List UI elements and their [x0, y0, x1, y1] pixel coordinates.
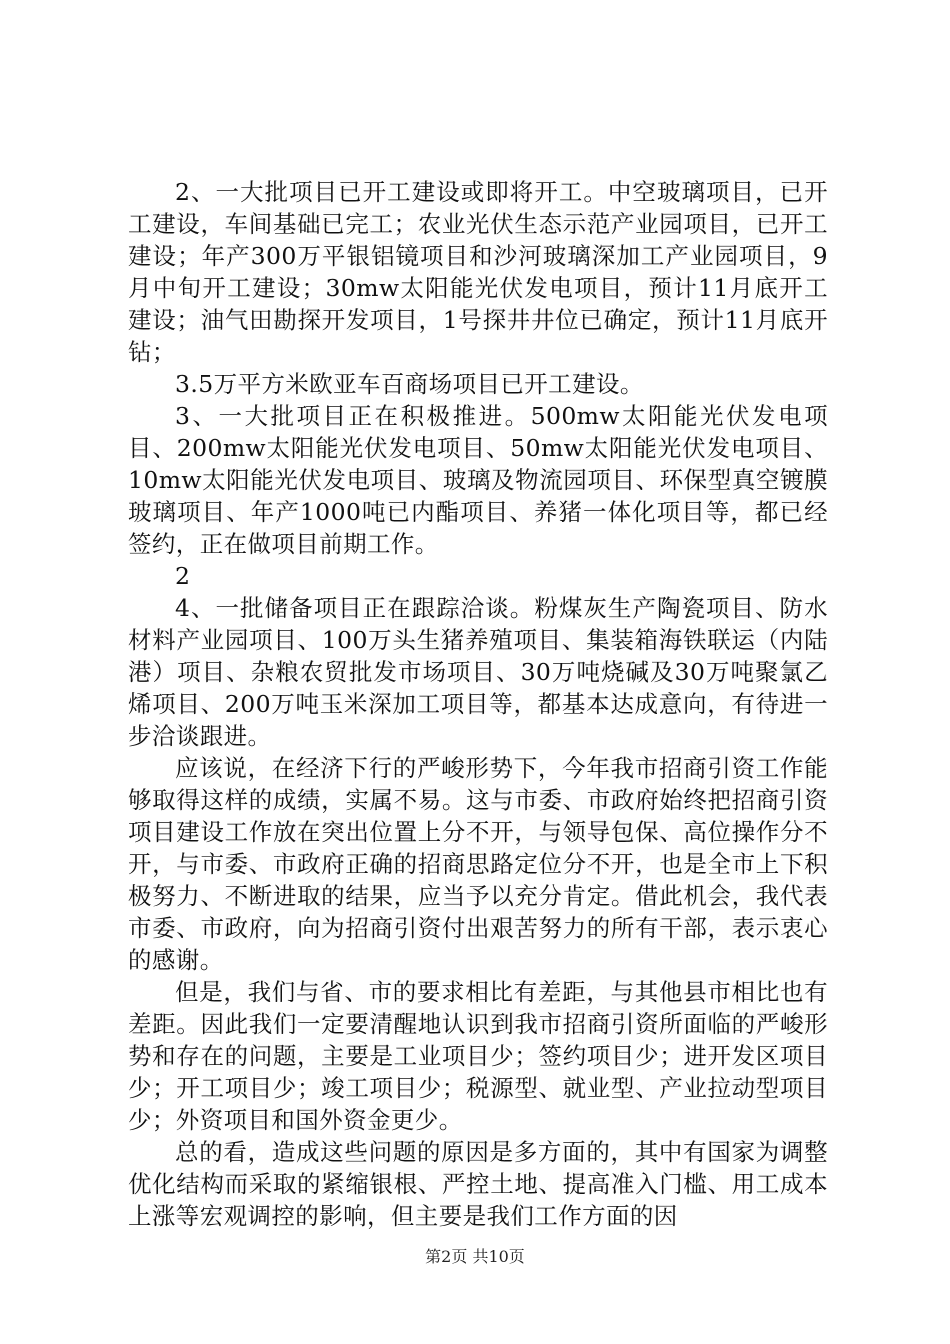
paragraph-achievements: 应该说，在经济下行的严峻形势下，今年我市招商引资工作能够取得这样的成绩，实属不易。这与市委、市政府始终把招商引资项目建设工作放在突出位置上分不开，与领导包保、高位操作分不开，与市委、市政府正确的招商思路定位分不开，也是全市上下积极努力、不断进取的结果，应当予以充分肯定。借此机会，我代表市委、市政府，向为招商引资付出艰苦努力的所有干部，表示衷心的感谢。 — [128, 754, 828, 974]
page-footer: 第2页 共10页 — [425, 1247, 525, 1266]
paragraph-reserve-projects: 4、一批储备项目正在跟踪洽谈。粉煤灰生产陶瓷项目、防水材料产业园项目、100万头生猪养殖项目、集装箱海铁联运（内陆港）项目、杂粮农贸批发市场项目、30万吨烧碱及30万吨聚氯乙烯项目、200万吨玉米深加工项目等，都基本达成意向，有待进一步洽谈跟进。 — [128, 594, 828, 750]
paragraph-mall-project: 3.5万平方米欧亚车百商场项目已开工建设。 — [175, 370, 644, 398]
paragraph-gaps: 但是，我们与省、市的要求相比有差距，与其他县市相比也有差距。因此我们一定要清醒地认识到我市招商引资所面临的严峻形势和存在的问题，主要是工业项目少；签约项目少；进开发区项目少；开工项目少；竣工项目少；税源型、就业型、产业拉动型项目少；外资项目和国外资金更少。 — [128, 978, 828, 1134]
paragraph-projects-advancing: 3、一大批项目正在积极推进。500mw太阳能光伏发电项目、200mw太阳能光伏发电项目、50mw太阳能光伏发电项目、10mw太阳能光伏发电项目、玻璃及物流园项目、环保型真空镀膜玻璃项目、年产1000吨已内酯项目、养猪一体化项目等，都已经签约，正在做项目前期工作。 — [128, 402, 828, 558]
paragraph-causes: 总的看，造成这些问题的原因是多方面的，其中有国家为调整优化结构而采取的紧缩银根、严控土地、提高准入门槛、用工成本上涨等宏观调控的影响，但主要是我们工作方面的因 — [128, 1138, 828, 1230]
paragraph-projects-started: 2、一大批项目已开工建设或即将开工。中空玻璃项目，已开工建设，车间基础已完工；农业光伏生态示范产业园项目，已开工建设；年产300万平银铝镜项目和沙河玻璃深加工产业园项目，9月中旬开工建设；30mw太阳能光伏发电项目，预计11月底开工建设；油气田勘探开发项目，1号探井井位已确定，预计11月底开钻； — [128, 178, 828, 366]
inline-page-marker: 2 — [175, 562, 190, 590]
document-body — [128, 176, 828, 1232]
